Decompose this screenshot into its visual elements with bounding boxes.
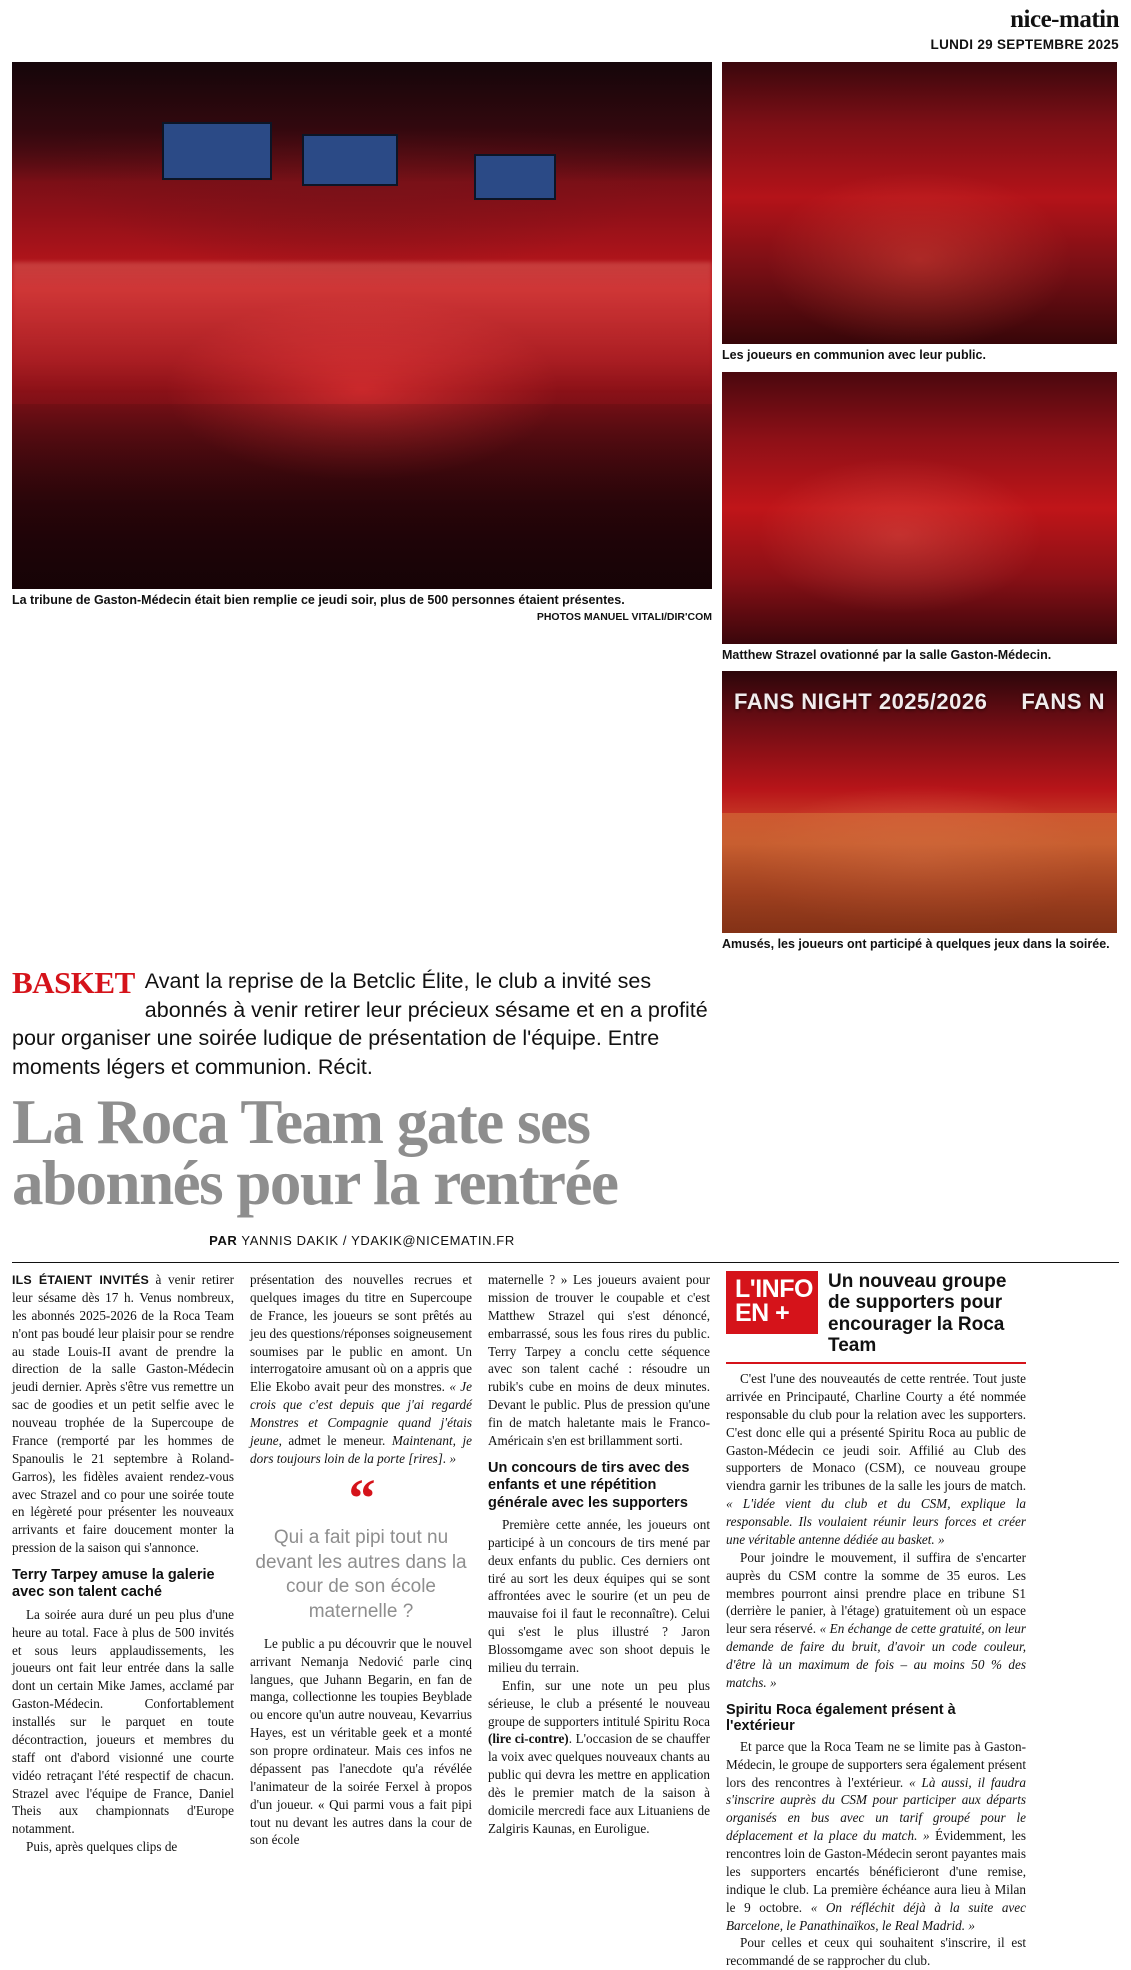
paragraph xyxy=(726,1370,1026,1549)
info-box-header xyxy=(726,1271,1026,1356)
main-photo-arena xyxy=(12,62,712,589)
article-intro xyxy=(12,964,712,1082)
main-photo-caption: La tribune de Gaston-Médecin était bien remplie ce jeudi soir, plus de 500 personnes étaient présentes. xyxy=(12,593,625,607)
side-photo-fans-night xyxy=(722,671,1117,933)
paragraph xyxy=(726,1738,1026,1935)
paragraph: Pour celles et ceux qui souhaitent s'inscrire, il est recommandé de se rapprocher du club. xyxy=(726,1935,1026,1969)
paragraph xyxy=(726,1549,1026,1692)
article-column-2 xyxy=(250,1271,472,1970)
info-box xyxy=(726,1271,1026,1970)
pull-quote xyxy=(250,1467,472,1625)
quote-italic: « En échange de cette gratuité, on leur demande de faire du bruit, d'avoir un code couleur, d'être là un maximum de fois – au moins 50 % des matchs. » xyxy=(726,1621,1026,1690)
publication-logo: nice-matin xyxy=(1010,6,1119,33)
scoreboard-screen xyxy=(474,154,556,200)
scoreboard-screen xyxy=(302,134,398,186)
paragraph: maternelle ? » Les joueurs avaient pour mission de trouver le coupable et c'est Matthew Strazel qui s'est dénoncé, embarrassé, sous les fous rires du public. Terry Tarpey a conclu cette séquence avec son talent caché : résoudre un rubik's cube en moins de deux minutes. Devant le public. Plus de pression qu'une fin de match haletante mais le Franco-Américain s'en est brillamment sorti. xyxy=(488,1272,710,1448)
paragraph-text: Pour joindre le mouvement, il suffira de s'encarter auprès du CSM contre la somme de 35 euros. Les membres pourront ainsi prendre place en tribune S1 (derrière le panier, à l'étage) gratuitement où un espace leur sera réservé. xyxy=(726,1549,1026,1637)
quote-mark-icon: “ xyxy=(348,1467,374,1528)
paragraph: Première cette année, les joueurs ont participé à un concours de tirs mené par deux enfants du public. Ces derniers ont tiré au sort les deux équipes qui se sont affrontées avec le sourire (et un peu de mauvaise foi il faut le reconnaître). Celui qui s'est le plus illustré ? Jaron Blossomgame avec son shoot depuis le milieu du terrain. xyxy=(488,1516,710,1675)
issue-date: LUNDI 29 SEPTEMBRE 2025 xyxy=(930,37,1119,52)
paragraph: Puis, après quelques clips de xyxy=(26,1839,178,1855)
banner-text-left: FANS NIGHT 2025/2026 xyxy=(734,689,988,715)
paragraph-text: Et parce que la Roca Team ne se limite pas à Gaston-Médecin, le groupe de supporters sera également présent lors des rencontres à l'extérieur. xyxy=(726,1738,1026,1790)
article-lede: Avant la reprise de la Betclic Élite, le club a invité ses abonnés à venir retirer leur précieux sésame et en a profité pour organiser une soirée ludique de présentation de l'équipe. Entre moments légers et communion. Récit. xyxy=(12,968,708,1080)
photo-credit: PHOTOS MANUEL VITALI/DIR'COM xyxy=(536,610,712,623)
subheading: Terry Tarpey amuse la galerie avec son talent caché xyxy=(12,1567,215,1601)
section-kicker: BASKET xyxy=(12,964,135,1000)
side-photo-1-caption: Les joueurs en communion avec leur public. xyxy=(722,348,986,362)
paragraph-text: Évidemment, les rencontres loin de Gaston-Médecin seront payantes mais les supporters encartés bénéficieront d'une remise, indique le club. La première échéance aura lieu à Milan le 9 octobre. xyxy=(726,1828,1026,1915)
quote-italic: Maintenant, je dors toujours loin de la porte [rires]. » xyxy=(250,1432,472,1466)
paragraph xyxy=(488,1677,710,1838)
paragraph xyxy=(250,1271,472,1468)
quote-italic: « L'idée vient du club et du CSM, explique la responsable. Ils voulaient réunir leurs forces et créer une véritable antenne dédiée au basket. » xyxy=(726,1496,1026,1547)
article-column-3 xyxy=(488,1271,710,1970)
paragraph-text: Enfin, sur une note un peu plus sérieuse, le club a présenté le nouveau groupe de supporters intitulé Spiritu Roca xyxy=(488,1677,710,1729)
paragraph: La soirée aura duré un peu plus d'une heure au total. Face à plus de 500 invités et sous leurs applaudissements, les joueurs ont fait leur entrée dans la salle dont un certain Mike James, acclamé par Gaston-Médecin. Confortablement installés sur le parquet en toute décontraction, joueurs et membres du staff ont d'abord visionné une courte vidéo retraçant l'été respectif de chacun. Strazel avec l'équipe de France, Daniel Theis aux championnats d'Europe notamment. xyxy=(12,1606,234,1837)
byline xyxy=(12,1233,712,1248)
paragraph xyxy=(12,1271,234,1557)
cross-reference: (lire ci-contre) xyxy=(488,1731,569,1747)
divider xyxy=(726,1362,1026,1364)
side-photo-strazel xyxy=(722,372,1117,644)
subheading: Spiritu Roca également présent à l'extérieur xyxy=(726,1701,956,1734)
side-photo-公众-communion xyxy=(722,62,1117,344)
paragraph-text: . L'occasion de se chauffer la voix avec quelques nouveaux chants au public qui devra les mettre en application dès le premier match de la saison à domicile mercredi face aux Lituaniens de Zalgiris Kaunas, en Euroligue. xyxy=(488,1731,710,1836)
scoreboard-screen xyxy=(162,122,272,180)
divider xyxy=(12,1262,1119,1263)
paragraph-text: présentation des nouvelles recrues et quelques images du titre en Supercoupe de France, les joueurs se sont prêtés au jeu des questions/réponses soigneusement soumises par le public en amont. Un interrogatoire amusant où on a appris que Elie Ekobo avait peur des monstres. xyxy=(250,1272,472,1395)
paragraph: Le public a pu découvrir que le nouvel arrivant Nemanja Nedović parle cinq langues, que Juhann Begarin, en fan de manga, collectionne les toupies Beyblade ou encore qu'un autre nouveau, Kevarrius Hayes, est un véritable geek et a monté son propre ordinateur. Mais ces infos ne dépassent pas l'anecdote qu'a révélée l'animateur de la soirée Ferxel à propos d'un joueur. « Qui parmi vous a fait pipi tout nu devant les autres dans la cour de son école xyxy=(250,1635,472,1848)
lead-in-bold: ILS ÉTAIENT INVITÉS xyxy=(12,1273,149,1287)
byline-prefix: PAR xyxy=(209,1233,238,1248)
fans-night-banner xyxy=(734,689,1105,715)
article-column-1 xyxy=(12,1271,234,1970)
side-photo-3-caption: Amusés, les joueurs ont participé à quelques jeux dans la soirée. xyxy=(722,937,1110,952)
paragraph-text: à venir retirer leur sésame dès 17 h. Venus nombreux, les abonnés 2025-2026 de la Roca Team n'ont pas boudé leur plaisir pour se rendre au stade Louis-II avant de prendre la direction de la salle Gaston-Médecin jeudi dernier. Après s'être vus remettre un sac de goodies et un petit selfie avec le nouveau trophée de la Supercoupe de France (remporté par les hommes de Spanoulis le 21 septembre à Roland-Garros), les fidèles avaient rendez-vous avec Strazel and co pour une soirée toute en légèreté pour présenter les nouveaux arrivants et faire doucement monter la pression de la saison qui s'annonce. xyxy=(12,1272,234,1556)
banner-text-right: FANS N xyxy=(1021,689,1105,715)
paragraph-text: C'est l'une des nouveautés de cette rentrée. Tout juste arrivée en Principauté, Charline Courty a été nommée responsable du club pour la relation avec les supporters. C'est donc elle qui a présenté Spiritu Roca au public de Gaston-Médecin ce jeudi soir. Affilié au Club des supporters de Monaco (CSM), ce nouveau groupe viendra garnir les tribunes de la salle les jours de match. xyxy=(726,1371,1026,1494)
info-box-title: Un nouveau groupe de supporters pour encourager la Roca Team xyxy=(828,1271,1007,1356)
quote-attribution: , admet le meneur. xyxy=(278,1432,392,1448)
quote-italic: « Là aussi, il faudra s'inscrire auprès du CSM pour participer aux départs organisés en bus avec un tarif groupé pour le déplacement et la place du match. » xyxy=(726,1774,1026,1844)
info-badge: L'INFO EN + xyxy=(726,1271,818,1334)
byline-author: YANNIS DAKIK / YDAKIK@NICEMATIN.FR xyxy=(241,1233,515,1248)
page-title: La Roca Team gate ses abonnés pour la rentrée xyxy=(12,1087,618,1218)
side-photo-2-caption: Matthew Strazel ovationné par la salle Gaston-Médecin. xyxy=(722,647,1052,662)
pull-quote-text: Qui a fait pipi tout nu devant les autres dans la cour de son école maternelle ? xyxy=(255,1527,467,1623)
photo-area xyxy=(12,62,1119,953)
subheading: Un concours de tirs avec des enfants et une répétition générale avec les supporters xyxy=(488,1459,690,1511)
article-body xyxy=(12,1271,1119,1970)
quote-italic: « On réfléchit déjà à la suite avec Barcelone, le Panathinaïkos, le Real Madrid. » xyxy=(726,1899,1026,1933)
masthead xyxy=(12,0,1119,54)
crowd-area xyxy=(12,404,712,589)
quote-italic: « Je crois que c'est depuis que j'ai regardé Monstres et Compagnie quand j'étais jeune xyxy=(250,1379,472,1448)
main-photo-block xyxy=(12,62,712,953)
basketball-court xyxy=(722,813,1117,933)
side-photo-column xyxy=(722,62,1117,953)
